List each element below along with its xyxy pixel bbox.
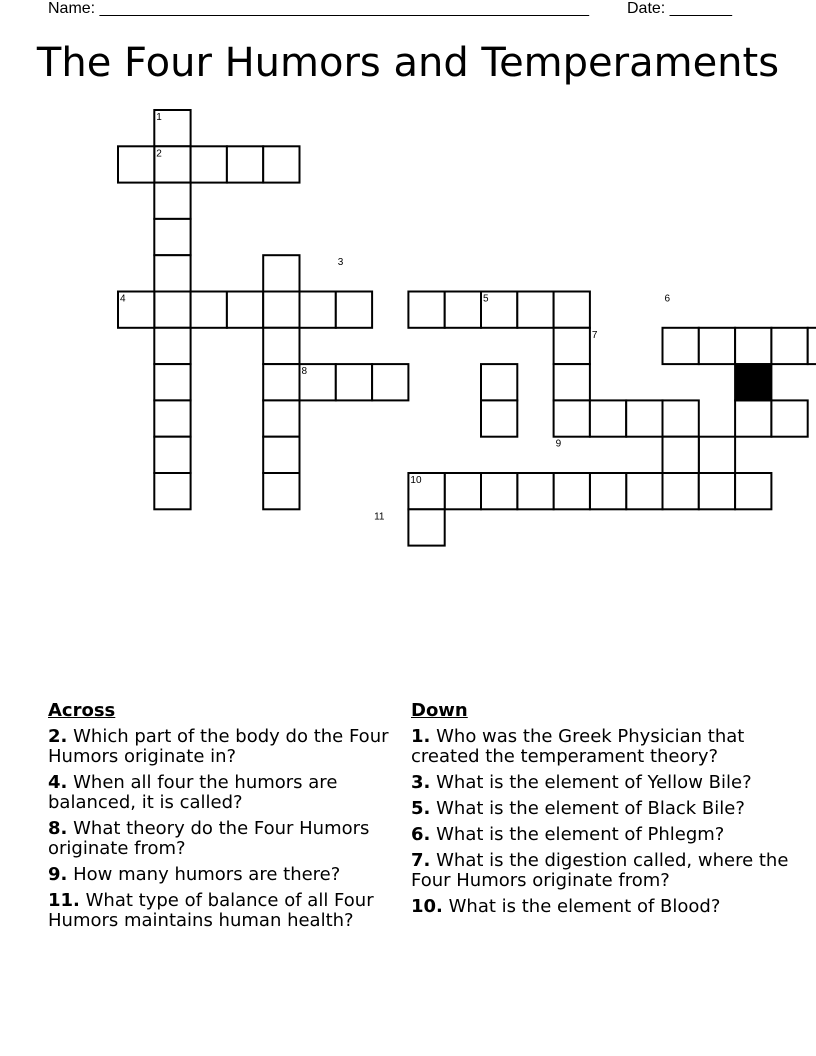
clue-item (411, 799, 791, 819)
grid-cell[interactable] (663, 328, 699, 364)
grid-cell[interactable] (263, 473, 299, 509)
grid-cell[interactable] (699, 473, 735, 509)
clue-item (48, 891, 398, 931)
clue-text: What is the element of Black Bile? (436, 798, 745, 819)
grid-cell[interactable] (263, 364, 299, 400)
clue-text: What is the element of Blood? (448, 896, 721, 917)
grid-cell[interactable] (300, 292, 336, 328)
grid-cell[interactable] (663, 473, 699, 509)
clue-text: What is the element of Yellow Bile? (436, 772, 752, 793)
clue-item (48, 865, 398, 885)
grid-cell[interactable] (445, 473, 481, 509)
clue-number: 4. (48, 772, 68, 793)
grid-cell[interactable] (771, 400, 807, 436)
down-list (411, 727, 791, 917)
grid-cell[interactable] (336, 292, 372, 328)
clue-number: 5. (411, 798, 431, 819)
clue-item (411, 825, 791, 845)
clue-text: What is the element of Phlegm? (436, 824, 725, 845)
black-cell (735, 364, 771, 400)
clue-item (411, 727, 791, 767)
grid-cell[interactable] (663, 400, 699, 436)
clue-item (48, 773, 398, 813)
grid-cell[interactable] (336, 364, 372, 400)
clue-text: Which part of the body do the Four Humors originate in? (48, 726, 389, 767)
grid-cell[interactable] (735, 473, 771, 509)
name-label: Name: _______________________________________________________ (48, 0, 589, 17)
grid-cell[interactable] (154, 328, 190, 364)
clue-item (48, 727, 398, 767)
grid-cell[interactable] (263, 292, 299, 328)
page-title: The Four Humors and Temperaments (36, 40, 780, 86)
grid-cell[interactable] (154, 364, 190, 400)
grid-cell[interactable] (735, 400, 771, 436)
grid-cell[interactable] (154, 473, 190, 509)
grid-cell[interactable] (263, 328, 299, 364)
grid-cell[interactable] (808, 328, 816, 364)
grid-cell[interactable] (554, 328, 590, 364)
clue-number: 8. (48, 818, 68, 839)
grid-cell[interactable] (590, 473, 626, 509)
grid-cell[interactable] (263, 437, 299, 473)
clue-number: 9 (555, 438, 562, 450)
clue-number: 5 (483, 293, 489, 305)
grid-cell[interactable] (154, 437, 190, 473)
grid-cell[interactable] (191, 292, 227, 328)
clue-text: What type of balance of all Four Humors maintains human health? (48, 890, 374, 931)
clue-text: How many humors are there? (73, 864, 341, 885)
grid-cell[interactable] (517, 292, 553, 328)
grid-cell[interactable] (554, 292, 590, 328)
clue-item (411, 773, 791, 793)
clue-text: What theory do the Four Humors originate from? (48, 818, 370, 859)
grid-cell[interactable] (699, 328, 735, 364)
grid-cell[interactable] (517, 473, 553, 509)
clue-number: 6 (664, 293, 671, 305)
clue-item (411, 851, 791, 891)
grid-cell[interactable] (699, 437, 735, 473)
grid-cell[interactable] (154, 400, 190, 436)
grid-cell[interactable] (372, 364, 408, 400)
clue-number: 2. (48, 726, 68, 747)
clue-number: 1 (156, 112, 162, 123)
grid-cell[interactable] (154, 292, 190, 328)
grid-cell[interactable] (118, 146, 154, 182)
across-list (48, 727, 398, 931)
grid-cell[interactable] (554, 473, 590, 509)
clue-number: 1. (411, 726, 431, 747)
clue-number: 4 (120, 293, 126, 305)
clue-text: When all four the humors are balanced, it is called? (48, 772, 338, 813)
grid-cell[interactable] (263, 146, 299, 182)
clue-number: 3 (337, 257, 344, 269)
clue-number: 7 (591, 329, 598, 341)
grid-cell[interactable] (445, 292, 481, 328)
grid-cell[interactable] (408, 292, 444, 328)
clue-number: 6. (411, 824, 431, 845)
grid-cell[interactable] (263, 255, 299, 291)
across-heading: Across (48, 700, 116, 721)
clue-item (48, 819, 398, 859)
clue-number: 8 (301, 366, 308, 378)
grid-cell[interactable] (263, 400, 299, 436)
grid-cell[interactable] (626, 473, 662, 509)
grid-cell[interactable] (481, 400, 517, 436)
grid-cell[interactable] (227, 146, 263, 182)
down-clues (411, 701, 791, 917)
down-heading: Down (411, 700, 468, 721)
grid-cell[interactable] (154, 255, 190, 291)
grid-cell[interactable] (626, 400, 662, 436)
clue-number: 7. (411, 850, 431, 871)
clue-number: 11. (48, 890, 80, 911)
clue-item (411, 897, 791, 917)
clue-text: Who was the Greek Physician that created the temperament theory? (411, 726, 745, 767)
grid-cell[interactable] (408, 509, 444, 545)
clue-number: 11 (374, 511, 385, 523)
grid-cell[interactable] (154, 183, 190, 219)
clue-text: What is the digestion called, where the Four Humors originate from? (411, 850, 789, 891)
grid-cell[interactable] (590, 400, 626, 436)
across-clues (48, 701, 398, 931)
grid-cell[interactable] (771, 328, 807, 364)
grid-cell[interactable] (663, 437, 699, 473)
grid-cell[interactable] (481, 473, 517, 509)
clue-number: 10. (411, 896, 443, 917)
clue-number: 10 (410, 475, 422, 486)
grid-cell[interactable] (481, 364, 517, 400)
clue-number: 3. (411, 772, 431, 793)
grid-cell[interactable] (227, 292, 263, 328)
clue-number: 2 (156, 148, 162, 160)
clue-number: 9. (48, 864, 68, 885)
grid-cell[interactable] (154, 219, 190, 255)
grid-cell[interactable] (191, 146, 227, 182)
grid-cell[interactable] (554, 400, 590, 436)
grid-cell[interactable] (735, 328, 771, 364)
date-label: Date: _______ (627, 0, 732, 17)
grid-cell[interactable] (554, 364, 590, 400)
